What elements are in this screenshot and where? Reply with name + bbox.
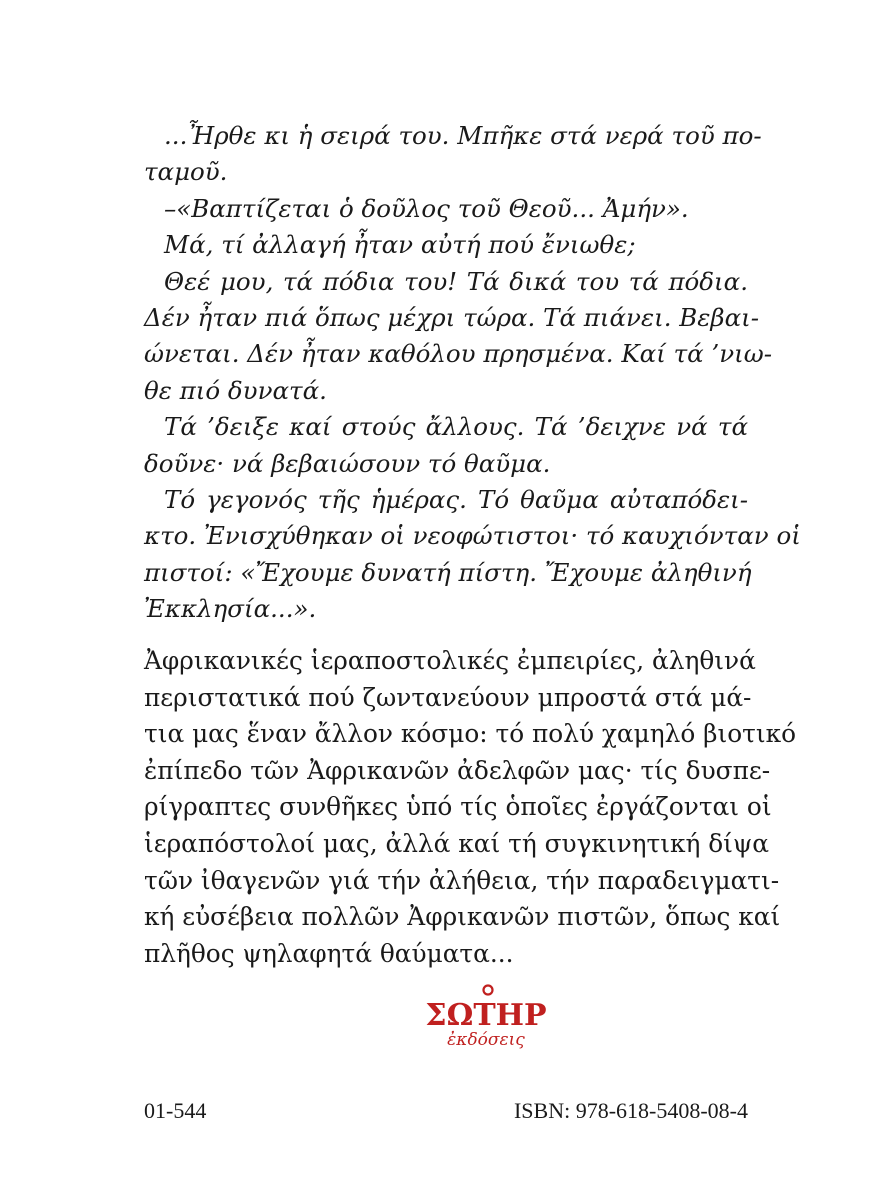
text-line: Μά, τί ἀλλαγή ἦταν αὐτή πού ἔνιωθε; — [164, 230, 636, 260]
text-line: Ἀφρικανικές ἱεραποστολικές ἐμπειρίες, ἀληθινά — [144, 646, 756, 675]
paragraph-1 — [144, 118, 762, 191]
text-line: κή εὐσέβεια πολλῶν Ἀφρικανῶν πιστῶν, ὅπως καί — [144, 902, 781, 932]
paragraph-6 — [144, 482, 801, 628]
product-code: 01-544 — [144, 1098, 207, 1123]
text-line: πλῆθος ψηλαφητά θαύματα... — [144, 938, 514, 968]
text-line: κτο. Ἐνισχύθηκαν οἱ νεοφώτιστοι· τό καυχιόνταν οἱ — [144, 521, 801, 551]
text-line: ώνεται. Δέν ἦταν καθόλου πρησμένα. Καί τά ’νιω- — [144, 339, 773, 369]
logo-subtitle: ἐκδόσεις — [447, 1030, 525, 1050]
text-line: ἱεραπόστολοί μας, ἀλλά καί τή συγκινητική δίψα — [144, 828, 770, 858]
logo-wordmark: ΣΩΤΗΡ — [425, 998, 547, 1033]
text-line: ταμοῦ. — [144, 157, 228, 187]
text-line: Τά ’δειξε καί στούς ἄλλους. Τά ’δειχνε νά τά — [164, 412, 748, 442]
isbn: ISBN: 978-618-5408-08-4 — [513, 1098, 748, 1123]
text-line: ρίγραπτες συνθῆκες ὑπό τίς ὁποῖες ἐργάζονται οἱ — [144, 792, 772, 822]
text-line: –«Βαπτίζεται ὁ δοῦλος τοῦ Θεοῦ... Ἀμήν». — [164, 193, 689, 223]
publisher-logo — [425, 982, 547, 1062]
book-description — [144, 643, 797, 972]
text-line: Ἐκκλησία...». — [144, 594, 317, 624]
text-line: τια μας ἕναν ἄλλον κόσμο: τό πολύ χαμηλό βιοτικό — [144, 719, 797, 749]
text-line: ἐπίπεδο τῶν Ἀφρικανῶν ἀδελφῶν μας· τίς δυσπε- — [144, 755, 771, 785]
text-line: θε πιό δυνατά. — [144, 375, 327, 405]
paragraph-2 — [144, 191, 748, 227]
text-line: δοῦνε· νά βεβαιώσουν τό θαῦμα. — [144, 448, 551, 478]
excerpt-italic — [144, 118, 801, 628]
text-line: τῶν ἰθαγενῶν γιά τήν ἀλήθεια, τήν παραδειγματι- — [144, 865, 780, 895]
text-line: Θεέ μου, τά πόδια του! Τά δικά του τά πόδια. — [164, 266, 748, 296]
paragraph-4 — [144, 264, 773, 410]
text-line: περιστατικά πού ζωντανεύουν μπροστά στά μά- — [144, 682, 752, 712]
text-line: πιστοί: «Ἔχουμε δυνατή πίστη. Ἔχουμε ἀληθινή — [144, 557, 752, 587]
text-line: Δέν ἦταν πιά ὅπως μέχρι τώρα. Τά πιάνει. Βεβαι- — [144, 303, 760, 333]
paragraph-5 — [144, 409, 748, 482]
paragraph-3 — [144, 227, 748, 263]
text-line: ...Ἦρθε κι ἡ σειρά του. Μπῆκε στά νερά τοῦ πο- — [164, 121, 762, 150]
text-line: Τό γεγονός τῆς ἡμέρας. Τό θαῦμα αὐταπόδει- — [164, 485, 748, 515]
soter-wordmark-icon — [425, 982, 547, 1033]
